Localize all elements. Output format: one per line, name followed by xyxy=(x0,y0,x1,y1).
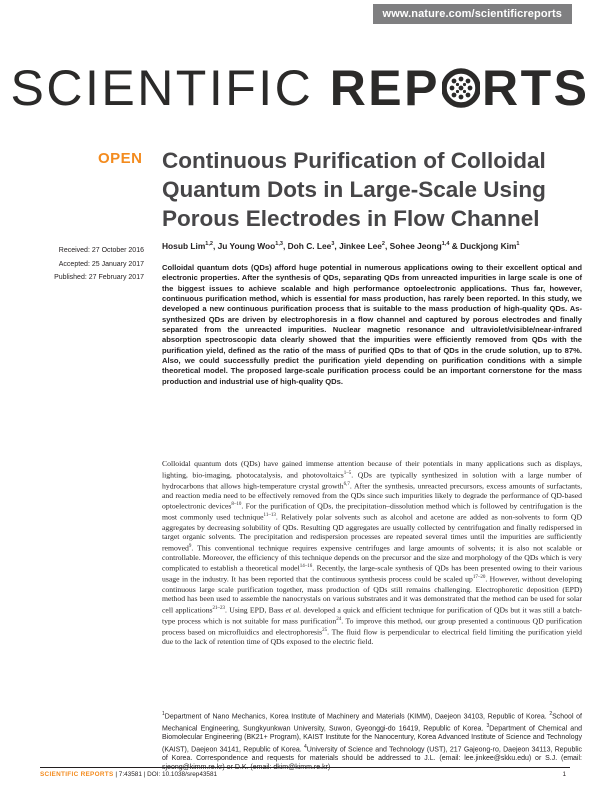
journal-logo xyxy=(0,58,600,118)
author-name: Duckjong Kim xyxy=(460,241,517,251)
author-name: Jinkee Lee xyxy=(339,241,382,251)
footer-divider xyxy=(40,767,570,768)
author-name: Sohee Jeong xyxy=(389,241,442,251)
logo-text-rep: REP xyxy=(329,60,440,116)
footer-citation xyxy=(40,771,217,778)
footer-journal-name: SCIENTIFIC REPORTS xyxy=(40,771,114,778)
logo-o-dots-icon xyxy=(442,61,480,101)
footer-doi[interactable]: | 7:43581 | DOI: 10.1038/srep43581 xyxy=(113,771,218,778)
affiliations: $^1$Department of Nano Mechanics, Korea Institute of Machinery and Materials (KIMM), Daejeon 34103, Republic of Korea. $^2$School of Mechanical Engineering, Sungkyunkwan University, Suwon, Gyeonggi-do 16419, Republic of Korea. $^3$Department of Chemical and Biomolecular Engineering (BK21+ Program), KAIST Institute for the Nanocentury, Korea Advanced Institute of Science and Technology (KAIST), Daejeon 34141, Republic of Korea. $^4$University of Science and Technology (UST), 217 Gajeong-ro, Daejeon 34113, Republic of Korea. Correspondence and requests for materials should be addressed to J.L. (email: lee.jinkee@skku.edu) or S.J. (email: sjeong@kimm.re.kr) or D.K. (email: dkim@kimm.re.kr) xyxy=(162,711,582,772)
received-date: Received: 27 October 2016 xyxy=(58,247,144,254)
published-date: Published: 27 February 2017 xyxy=(54,274,144,281)
page-number: 1 xyxy=(562,771,566,778)
author-affiliation-mark: 3 xyxy=(331,241,335,248)
author-affiliation-mark: 1,3 xyxy=(275,241,283,248)
abstract: Colloidal quantum dots (QDs) afford huge potential in numerous applications owing to their excellent optical and electronic properties. After the synthesis of QDs, separating QDs from unreacted impurities in large scale is one of the biggest issues to achieve scalable and high performance optoelectronic applications. Thus far, however, continuous purification method, which is essential for mass production, has rarely been reported. In this study, we developed a new continuous purification process that is suitable to the mass production of high-quality QDs. As-synthesized QDs are driven by electrophoresis in a flow channel and captured by porous electrodes and finally separated from the unreacted impurities. Nuclear magnetic resonance and ultraviolet/visible/near-infrared absorption spectroscopic data clearly showed that the impurities were efficiently removed from QDs with the purification yield, defined as the ratio of the mass of purified QDs to that of QDs in the crude solution, up to 87%. Also, we could successfully predict the purification yield depending on purification conditions with a simple theoretical model. The proposed large-scale purification process could be an important cornerstone for the mass production and industrial use of high-quality QDs. xyxy=(162,263,582,386)
author-name: Ju Young Woo xyxy=(217,241,276,251)
logo-text-scientific: SCIENTIFIC xyxy=(10,60,330,116)
author-affiliation-mark: 2 xyxy=(381,241,385,248)
open-access-label: OPEN xyxy=(98,150,143,167)
author-name: Hosub Lim xyxy=(162,241,206,251)
author-list: Hosub Lim$^{1,2}$, Ju Young Woo$^{1,3}$, Doh C. Lee$^3$, Jinkee Lee$^2$, Sohee Jeong$^{1,4}$ & Duckjong Kim$^1$ xyxy=(162,241,520,251)
top-bar xyxy=(0,0,600,28)
journal-url[interactable]: www.nature.com/scientificreports xyxy=(373,4,572,24)
author-name: Doh C. Lee xyxy=(287,241,332,251)
logo-text-rts: RTS xyxy=(482,60,590,116)
body-paragraph: Colloidal quantum dots (QDs) have gained immense attention because of their potentials in many applications such as displays, lighting, bio-imaging, photocatalysis, and photovoltaics$^{1-5}$. QDs are typically synthesized in solution with a large number of hydrocarbons that allows high-temperature crystal growth$^{6,7}$. After the synthesis, unreacted precursors, excess amounts of surfactants, and reaction media need to be effectively removed from the QDs since such impurities likely to degrade the performance of QD-based optoelectronic devices$^{8-10}$. For the purification of QDs, the precipitation–dissolution method which is followed by centrifugation is the most commonly used technique$^{11-13}$. Relatively polar solvents such as alcohol and acetone are added as non-solvents to form QD aggregates by decreasing solubility of QDs. Resulting QD aggregates are usually collected by centrifugation and finally redispersed in target organic solvents. The precipitation and redispersion processes are repeated several times until the impurities are sufficiently removed$^9$. This conventional technique requires expensive centrifuges and large amounts of solvents; it is also not scalable or controllable. Moreover, the efficiency of this technique depends on the precursor and the size and morphology of the QDs which is very complicated to establish a theoretical model$^{14-16}$. Recently, the large-scale synthesis of QDs has been presented owing to their various usage in the industry. It has been reported that the continuous synthesis process could be scaled $up^{17-20}$. However, without developing continuous large scale purification together, mass production of QDs still remains challenging. Electrophoretic deposition (EPD) method has been used to assemble the nanocrystals on various substrates and it was demonstrated that the method can be used for solar cell applications$^{21-23}$. Using EPD, Bass et al. developed a quick and efficient technique for purification of QDs but it was still a batch-type process which is not suitable for mass purification$^{24}$. To improve this method, our group presented a continuous QD purification process based on microfluidics and electrophoresis$^{25}$. The fluid flow is perpendicular to electrical field limiting the purification yield due to the lack of retention time of QDs exposed to the electric field. xyxy=(162,459,583,646)
article-title: Continuous Purification of Colloidal Quantum Dots in Large-Scale Using Porous Electrodes in Flow Channel xyxy=(162,148,546,231)
author-affiliation-mark: 1,4 xyxy=(441,241,450,248)
author-affiliation-mark: 1 xyxy=(516,241,520,248)
article-dates xyxy=(40,244,144,285)
accepted-date: Accepted: 25 January 2017 xyxy=(58,260,144,268)
author-affiliation-mark: 1,2 xyxy=(205,241,213,248)
